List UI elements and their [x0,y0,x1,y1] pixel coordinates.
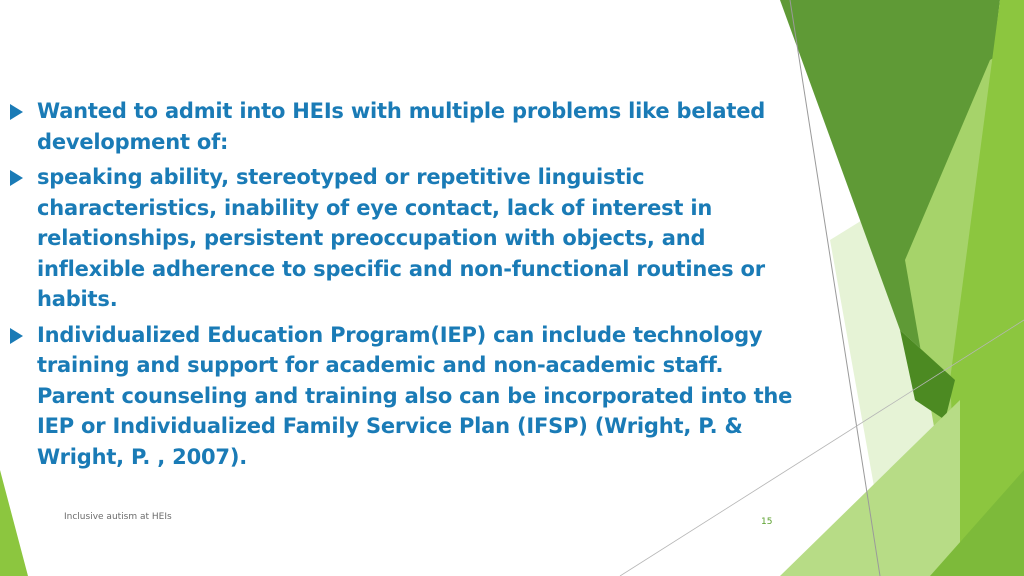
left-green-sliver [0,470,28,576]
bullet-item [10,96,800,157]
bullet-item [10,320,800,473]
triangle-bullet-icon [10,170,23,186]
triangle-bullet-icon [10,104,23,120]
bullet-item [10,162,800,315]
triangle-bullet-icon [10,328,23,344]
bullet-text: Individualized Education Program(IEP) can include technology training and support for academic and non-academic staff. Parent counseling and training also can be incorporated into the IEP or Individualized Family Service Plan (IFSP) (Wright, P. & Wright, P. , 2007). [37,322,793,469]
bullet-text: Wanted to admit into HEIs with multiple problems like belated development of: [37,99,766,154]
footer-text: Inclusive autism at HEIs [64,512,172,522]
bullet-list [10,96,800,477]
page-number: 15 [761,517,773,527]
bullet-text: speaking ability, stereotyped or repetitive linguistic characteristics, inability of eye contact, lack of interest in relationships, persistent preoccupation with objects, and inflexible adherence to specific and non-functional routines or habits. [37,165,765,311]
